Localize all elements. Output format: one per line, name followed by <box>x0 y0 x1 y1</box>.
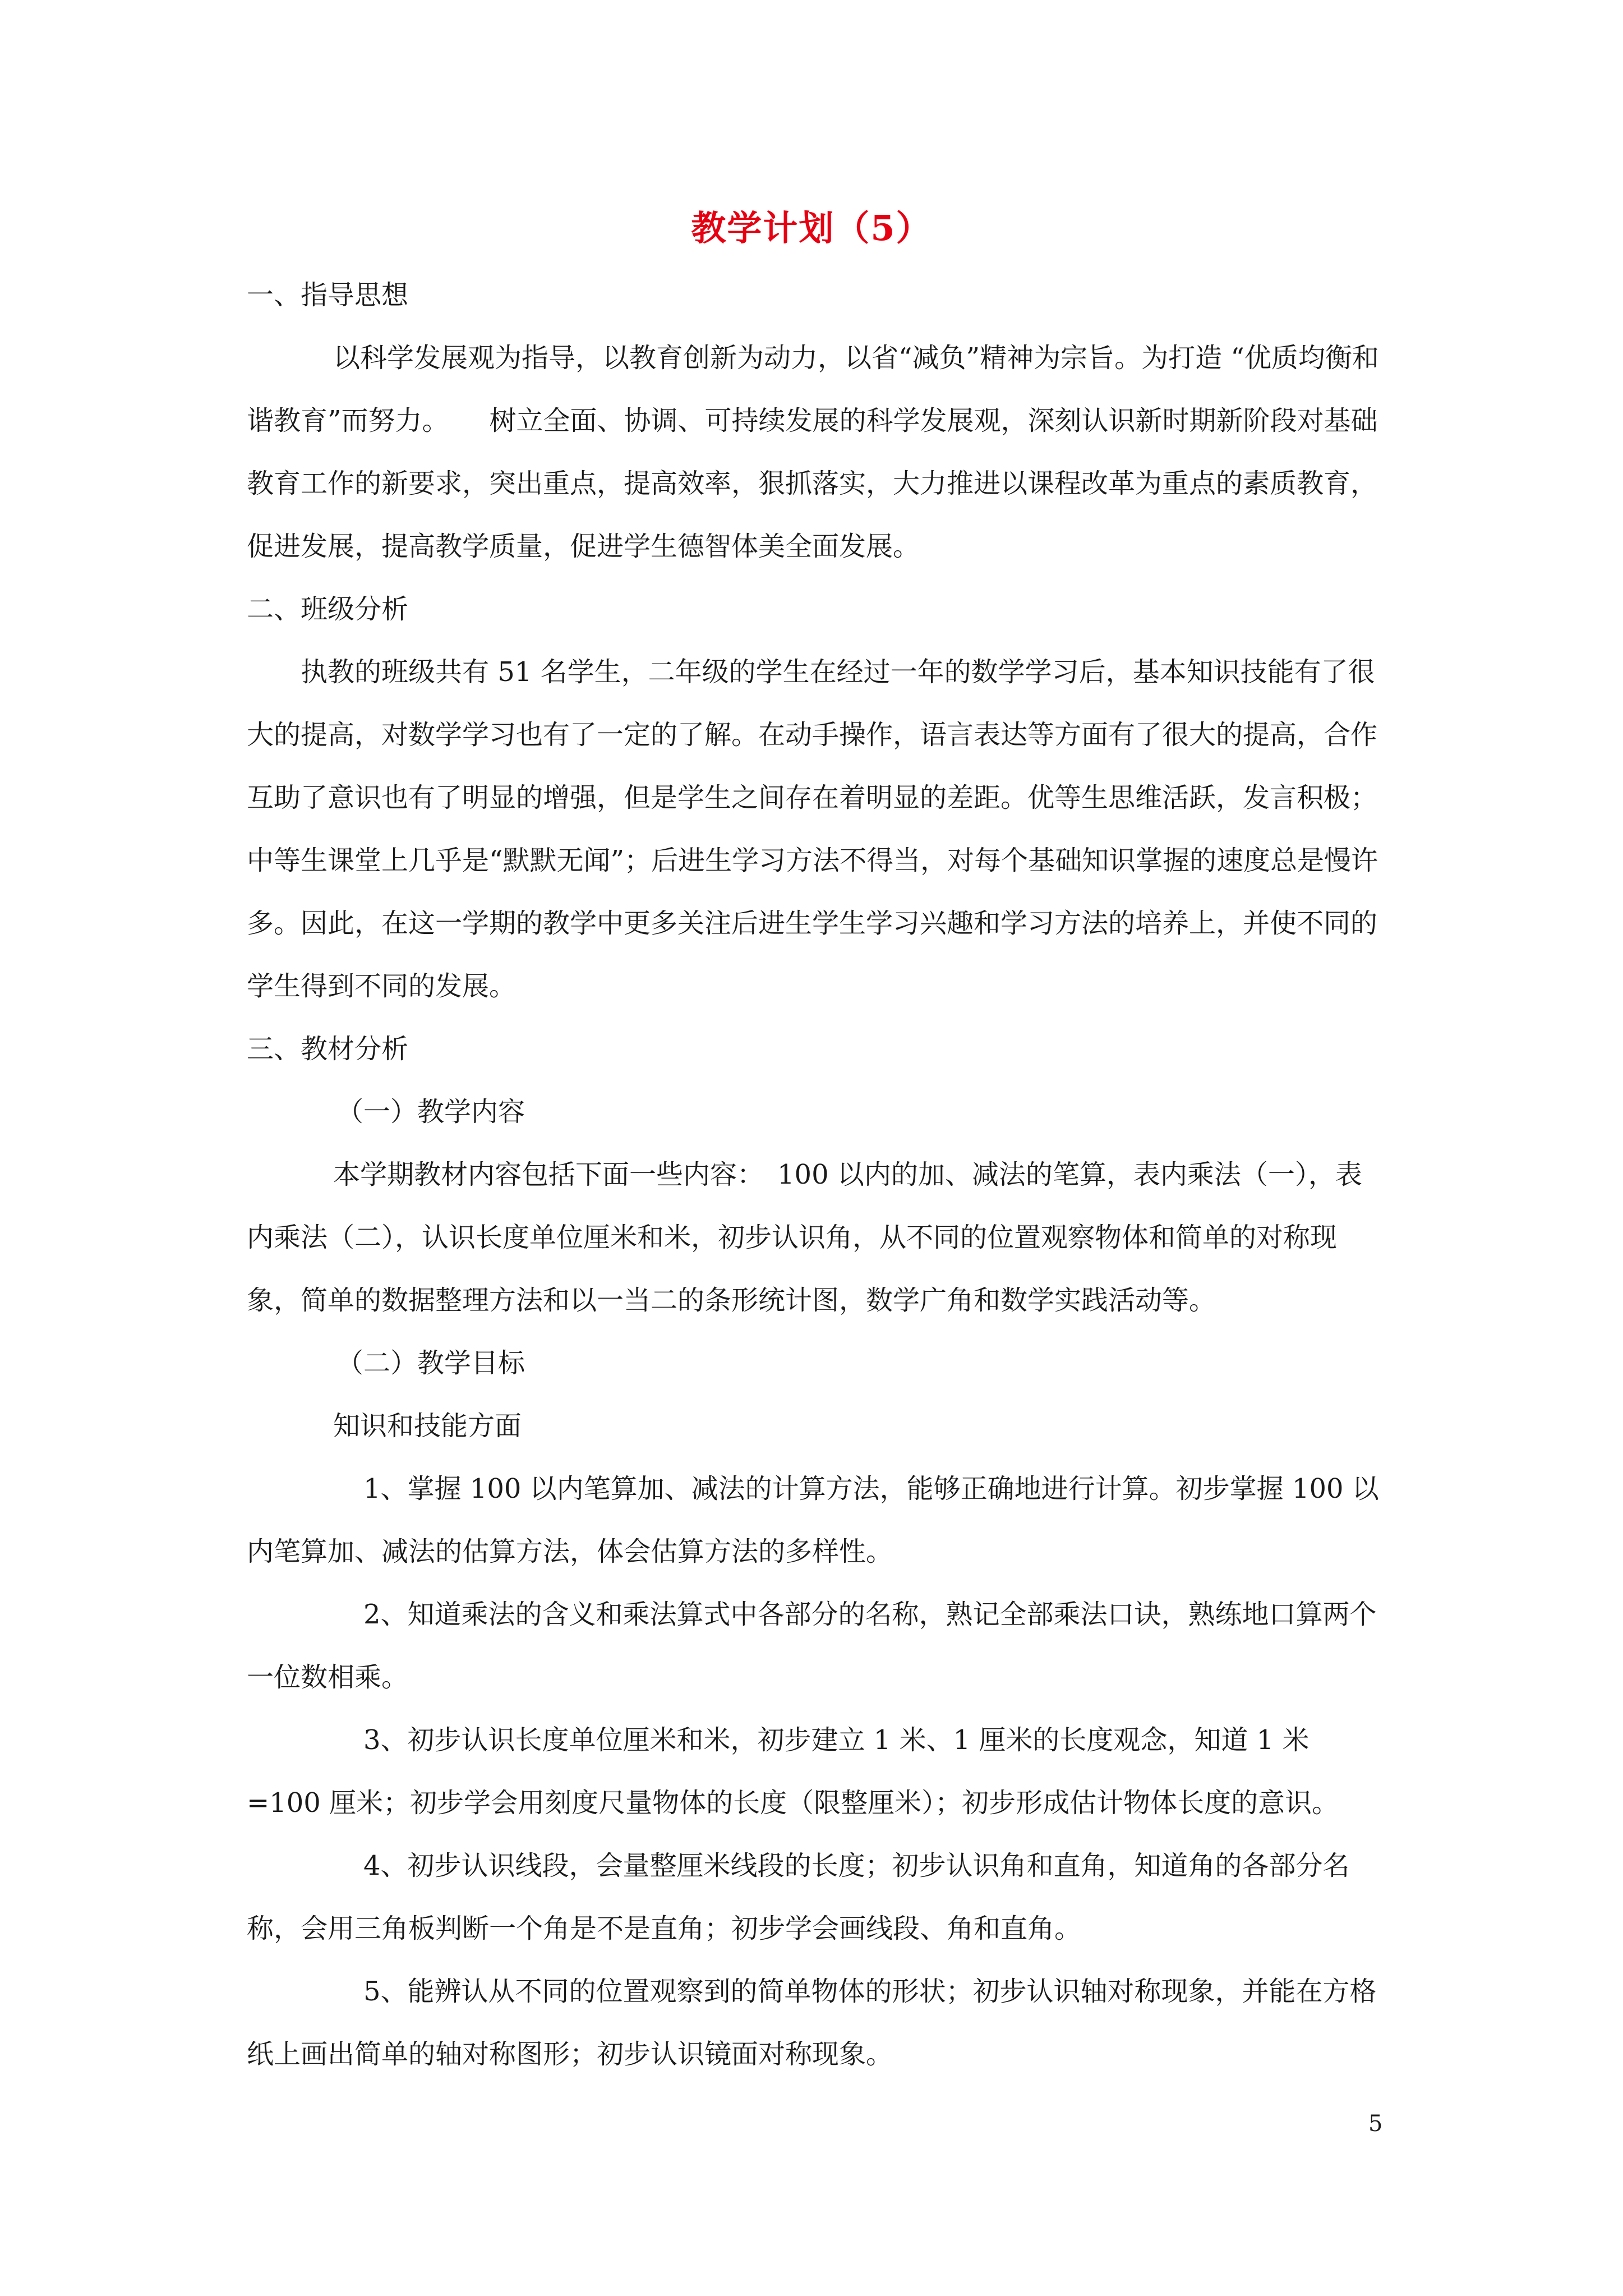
section-heading-1: 一、指导思想 <box>247 279 409 311</box>
paragraph-class-analysis: 执教的班级共有 51 名学生，二年级的学生在经过一年的数学学习后，基本知识技能有了很大的提高，对数学学习也有了一定的了解。在动手操作，语言表达等方面有了很大的提高，合作互助了意识也有了明显的增强，但是学生之间存在着明显的差距。优等生思维活跃，发言积极；中等生课堂上几乎是“默默无闻”；后进生学习方法不得当，对每个基础知识掌握的速度总是慢许多。因此，在这一学期的教学中更多关注后进生学生学习兴趣和学习方法的培养上，并使不同的学生得到不同的发展。 <box>247 656 1378 1002</box>
paragraph-teaching-content: 本学期教材内容包括下面一些内容： 100 以内的加、减法的笔算，表内乘法（一），表内乘法（二），认识长度单位厘米和米，初步认识角，从不同的位置观察物体和简单的对称现象，简单的数据整理方法和以一当二的条形统计图，数学广角和数学实践活动等。 <box>247 1159 1362 1316</box>
section-heading-3: 三、教材分析 <box>247 1033 409 1065</box>
page-number: 5 <box>1368 2111 1383 2137</box>
subheading-knowledge-skills: 知识和技能方面 <box>333 1410 522 1442</box>
list-item: 2、知道乘法的含义和乘法算式中各部分的名称，熟记全部乘法口诀，熟练地口算两个一位数相乘。 <box>247 1599 1377 1693</box>
list-item: 5、能辨认从不同的位置观察到的简单物体的形状；初步认识轴对称现象，并能在方格纸上画出简单的轴对称图形；初步认识镜面对称现象。 <box>247 1976 1377 2070</box>
list-item: 3、初步认识长度单位厘米和米，初步建立 1 米、1 厘米的长度观念，知道 1 米=100 厘米；初步学会用刻度尺量物体的长度（限整厘米）；初步形成估计物体长度的意识。 <box>247 1724 1339 1819</box>
document-body <box>247 264 1380 2086</box>
subheading-teaching-content: （一）教学内容 <box>336 1096 525 1128</box>
section-heading-2: 二、班级分析 <box>247 593 409 625</box>
list-item: 1、掌握 100 以内笔算加、减法的计算方法，能够正确地进行计算。初步掌握 100 以内笔算加、减法的估算方法，体会估算方法的多样性。 <box>247 1473 1379 1567</box>
list-item: 4、初步认识线段，会量整厘米线段的长度；初步认识角和直角，知道角的各部分名称，会用三角板判断一个角是不是直角；初步学会画线段、角和直角。 <box>247 1850 1350 1944</box>
paragraph-guiding-thought: 以科学发展观为指导，以教育创新为动力，以省“减负”精神为宗旨。为打造 “优质均衡和谐教育”而努力。 树立全面、协调、可持续发展的科学发展观，深刻认识新时期新阶段对基础教育工作的新要求，突出重点，提高效率，狠抓落实，大力推进以课程改革为重点的素质教育，促进发展，提高教学质量，促进学生德智体美全面发展。 <box>247 342 1379 562</box>
subheading-teaching-goals: （二）教学目标 <box>336 1347 525 1379</box>
page-title: 教学计划（5） <box>691 208 932 249</box>
